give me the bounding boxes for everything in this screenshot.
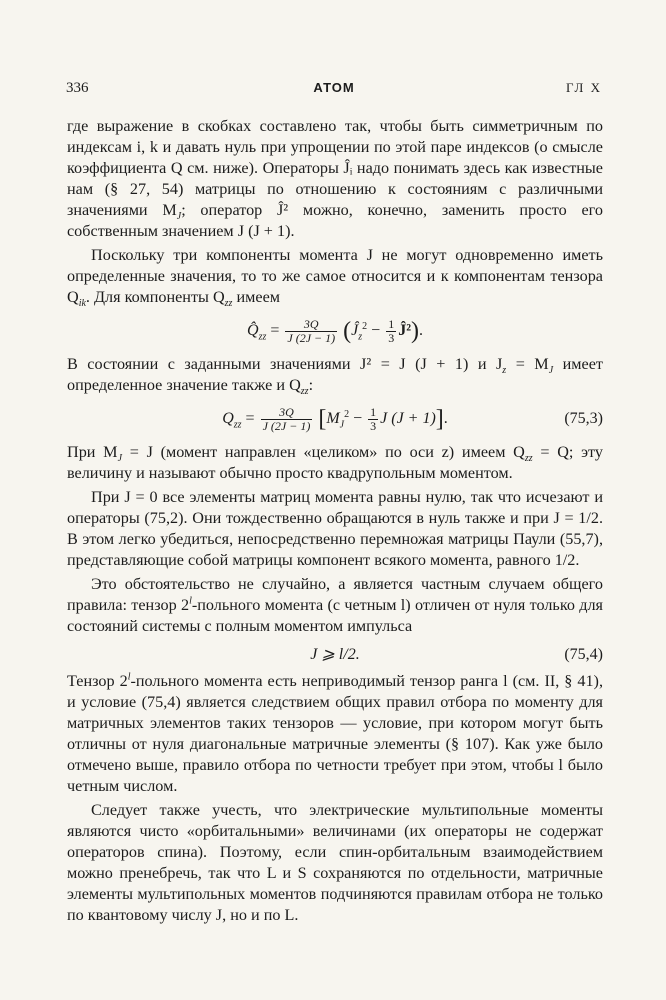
paragraph-4-text-b: = J (момент направлен «целиком» по оси z) имеем Q xyxy=(122,443,525,461)
paragraph-4-text-c: = Q; эту величину и называют обычно просто квадрупольным моментом. xyxy=(67,443,604,482)
paragraph-6-text-a: Это обстоятельство не случайно, а является частным случаем общего правила: тензор 2 xyxy=(67,575,603,614)
formula-2-j-term: J (J + 1) xyxy=(380,410,436,428)
formula-2-third-num: 1 xyxy=(370,405,377,419)
formula-1-lhs: Q̂ xyxy=(247,322,259,340)
formula-2-fraction xyxy=(261,406,313,433)
paragraph-4-text-a: При M xyxy=(67,443,118,461)
equation-number-75-3: (75,3) xyxy=(564,410,603,427)
paragraph-1 xyxy=(67,116,603,242)
paragraph-3-text-d: : xyxy=(308,376,314,394)
formula-1-fraction xyxy=(285,318,337,345)
equation-number-75-4: (75,4) xyxy=(564,646,603,663)
paragraph-2-text-c: имеем xyxy=(232,288,281,306)
formula-3-expression: J ⩾ l/2. xyxy=(310,646,360,663)
page-body xyxy=(67,116,603,926)
formula-75-4 xyxy=(67,639,603,669)
formula-q-hat-zz: $Q̂_{zz}$ = $\frac{3Q}{J (2J - 1)}$ ($Ĵ_z^2$ − $\frac{1}{3}$ Ĵ²). xyxy=(247,317,423,345)
paragraph-2-text-b: . Для компоненты Q xyxy=(85,288,225,306)
formula-1-third-num: 1 xyxy=(388,317,395,331)
subscript-zz-2: zz xyxy=(300,386,309,398)
paragraph-6 xyxy=(67,574,603,637)
paragraph-3 xyxy=(67,354,603,396)
formula-1-third-den: 3 xyxy=(388,331,395,345)
formula-2-numerator: 3Q xyxy=(261,406,313,420)
paragraph-2 xyxy=(67,245,603,308)
formula-1-j-squared: Ĵ² xyxy=(398,322,411,340)
subscript-zz: zz xyxy=(224,298,233,310)
formula-1-minus: − xyxy=(367,322,385,340)
paragraph-6-text-b: -польного момента (с четным l) отличен от нуля только для состояний системы с полным моментом импульса xyxy=(67,596,603,635)
paragraph-7-text-a: Тензор 2 xyxy=(67,672,128,690)
running-title: АТОМ xyxy=(313,80,355,95)
paragraph-4 xyxy=(67,442,603,484)
superscript-l: l xyxy=(189,595,192,607)
formula-2-third-den: 3 xyxy=(370,419,377,433)
subscript-z: z xyxy=(502,365,507,377)
formula-1-third xyxy=(386,318,396,345)
paragraph-7-text-b: -польного момента есть неприводимый тензор ранга l (см. II, § 41), и условие (75,4) является следствием общих правил отбора по моменту для матричных элементов таких тензоров — условие, при котором могут быть отличны от нуля диагональные матричные элементы (§ 107). Как уже было отмечено выше, правило отбора по четности требует при этом, чтобы l было четным числом. xyxy=(67,672,603,795)
paragraph-3-text-b: = M xyxy=(506,355,549,373)
formula-1-lhs-sub: zz xyxy=(258,331,267,343)
formula-2-term-m: M xyxy=(326,410,340,428)
paragraph-7 xyxy=(67,671,603,797)
subscript-ik: ik xyxy=(78,298,86,310)
formula-2-term-sub: J xyxy=(339,419,345,431)
paragraph-2-text: Поскольку три компоненты момента J не могут одновременно иметь определенные значения, то то же самое относится и к компонентам тензора Q xyxy=(67,246,603,306)
formula-1-denominator: J (2J − 1) xyxy=(287,331,336,345)
formula-2-lhs: Q xyxy=(222,410,234,428)
subscript-J-2: J xyxy=(548,365,554,377)
formula-75-3: $Q_{zz}$ = $\frac{3Q}{J (2J - 1)}$ [$M_J^2$ − $\frac{1}{3}$ J (J + 1)]. (75,3) xyxy=(222,405,603,433)
paragraph-1-text-a: где выражение в скобках составлено так, чтобы быть симметричным по индексам i, k и давать нуль при упрощении по этой паре индексов (о смысле коэффициента Q см. ниже). Операторы Ĵᵢ надо понимать здесь как известные нам (§ 27, 54) матрицы по отношению к состояниям с различными значениями M xyxy=(67,117,603,219)
paragraph-3-text-c: имеет определенное значение также и Q xyxy=(67,355,603,394)
subscript-J-3: J xyxy=(117,453,123,465)
subscript-zz-3: zz xyxy=(524,453,533,465)
paragraph-3-text-a: В состоянии с заданными значениями J² = J (J + 1) и J xyxy=(67,355,503,373)
paragraph-5: При J = 0 все элементы матриц момента равны нулю, так что исчезают и операторы (75,2). Они тождественно обращаются в нуль также и при J = 1/2. В этом легко убедиться, непосредственно перемножая матрицы Паули (55,7), представляющие собой матрицы компонент всякого момента, равного 1/2. xyxy=(67,488,603,569)
superscript-l-2: l xyxy=(127,671,131,683)
paragraph-1-text-b: ; оператор Ĵ² можно, конечно, заменить просто его собственным значением J (J + 1). xyxy=(67,201,603,240)
subscript-J: J xyxy=(176,211,182,223)
formula-2-minus: − xyxy=(349,410,367,428)
formula-1-term-j: Ĵ xyxy=(351,322,359,340)
formula-2-third xyxy=(368,406,378,433)
paragraph-8: Следует также учесть, что электрические мультипольные моменты являются чисто «орбитальными» величинами (их операторы не содержат операторов спина). Поэтому, если спин-орбитальным взаимодействием можно пренебречь, так что L и S сохраняются по отдельности, матричные элементы мультипольных моментов подчиняются правилам отбора не только по квантовому числу J, но и по L. xyxy=(67,801,603,924)
formula-1-numerator: 3Q xyxy=(285,318,337,332)
page-number: 336 xyxy=(66,80,89,96)
formula-2-denominator: J (2J − 1) xyxy=(262,419,311,433)
formula-2-lhs-sub: zz xyxy=(233,419,242,431)
chapter-label: ГЛ X xyxy=(566,80,602,95)
page-header xyxy=(66,80,602,104)
formula-1-term-sub: z xyxy=(358,331,363,343)
